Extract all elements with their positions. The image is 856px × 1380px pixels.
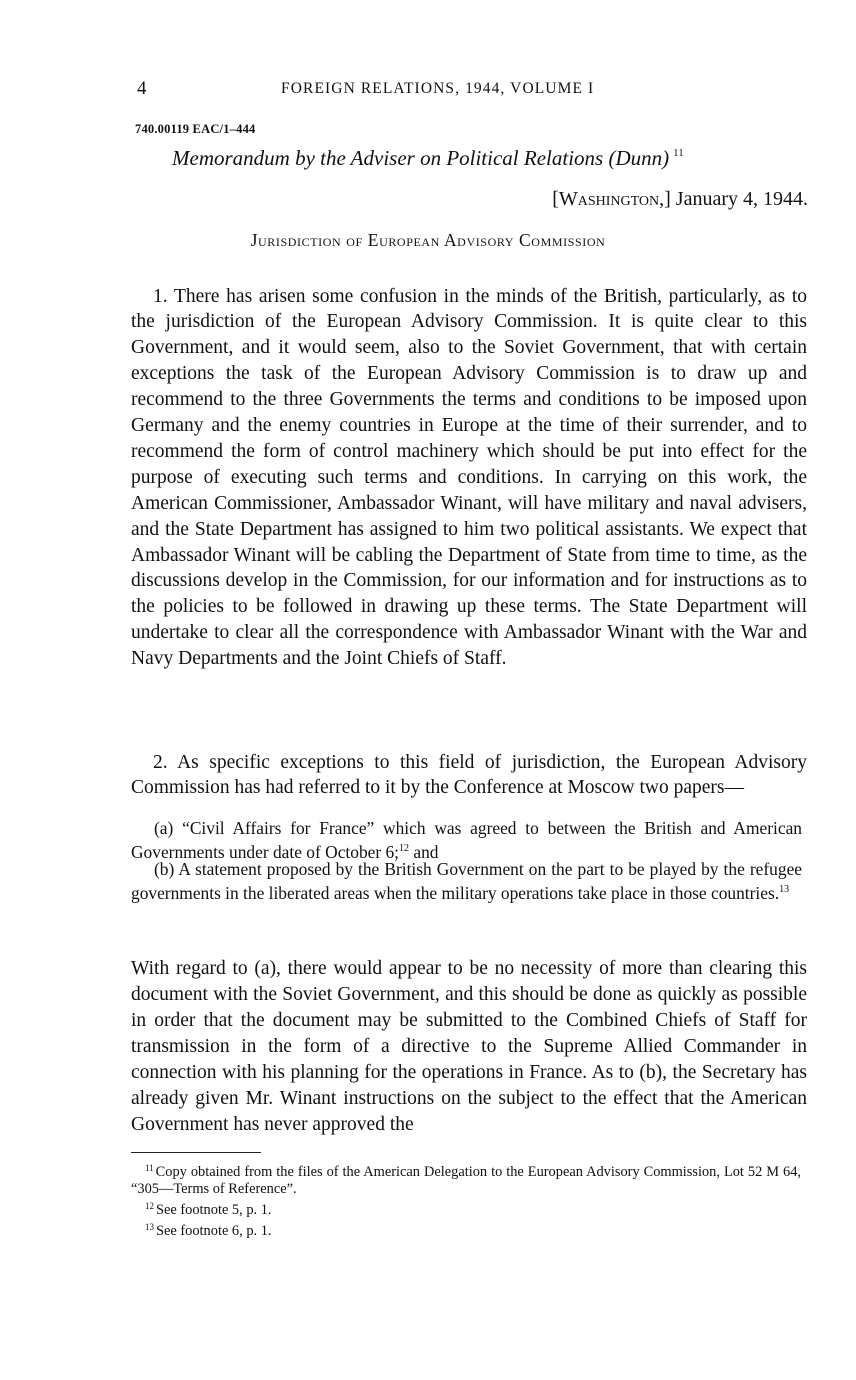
quote-a-tail: and: [413, 841, 439, 862]
quote-a-label: (a): [154, 818, 174, 838]
memo-title-text: Memorandum by the Adviser on Political Relations (Dunn): [172, 146, 670, 170]
footnote-text-13: See footnote 6, p. 1.: [156, 1223, 272, 1239]
footnote-divider: [131, 1152, 261, 1153]
footnote-mark-12: 12: [145, 1201, 154, 1211]
dateline: [552, 188, 808, 211]
footnote-text-11: Copy obtained from the files of the American Delegation to the European Advisory Commission, Lot 52 M 64, “305—Terms of Reference”.: [131, 1164, 801, 1197]
footnote-11: [131, 1160, 801, 1198]
memo-title: [172, 146, 684, 171]
footnote-ref-11: 11: [673, 147, 684, 159]
quoted-paper-b: [131, 859, 802, 903]
footnote-ref-13: 13: [779, 883, 790, 895]
paragraph-2: 2. As specific exceptions to this field of jurisdiction, the European Advisory Commission has had referred to it by the Conference at Moscow two papers—: [131, 751, 807, 799]
page-number: 4: [137, 78, 147, 99]
quoted-paper-a: [131, 818, 802, 862]
quote-a-text: “Civil Affairs for France” which was agreed to between the British and American Governments under date of October 6;: [131, 818, 802, 862]
running-head: [131, 78, 809, 102]
footnote-ref-12: 12: [399, 842, 410, 854]
footnote-13: [131, 1219, 801, 1240]
footnote-mark-11: 11: [145, 1163, 154, 1173]
dateline-date: January 4, 1944.: [675, 188, 808, 210]
footnote-text-12: See footnote 5, p. 1.: [156, 1202, 272, 1218]
quote-b-text: A statement proposed by the British Government on the part to be played by the refugee governments in the liberated areas when the military operations take place in those countries.: [131, 859, 803, 903]
paragraph-1: 1. There has arisen some confusion in the minds of the British, particularly, as to the jurisdiction of the European Advisory Commission. It is quite clear to this Government, and it would seem, also to the Soviet Government, that with certain exceptions the task of the European Advisory Commission is to draw up and recommend to the three Governments the terms and conditions to be imposed upon Germany and the enemy countries in Europe at the time of their surrender, and to recommend the form of control machinery which should be put into effect for the purpose of executing such terms and conditions. In carrying on this work, the American Commissioner, Ambassador Winant, will have military and naval advisers, and the State Department has assigned to him two political assistants. We expect that Ambassador Winant will be cabling the Department of State from time to time, as the discussions develop in the Commission, for our information and for instructions as to the policies to be followed in drawing up these terms. The State Department will undertake to clear all the correspondence with Ambassador Winant with the War and Navy Departments and the Joint Chiefs of Staff.: [131, 285, 807, 670]
paragraph-3: With regard to (a), there would appear to be no necessity of more than clearing this document with the Soviet Government, and this should be done as quickly as possible in order that the document may be submitted to the Combined Chiefs of Staff for transmission in the form of a directive to the Supreme Allied Commander in connection with his planning for the operations in France. As to (b), the Secretary has already given Mr. Winant instructions on the subject to the effect that the American Government has never approved the: [131, 957, 807, 1135]
dateline-place: [Washington,]: [552, 188, 671, 210]
section-title: Jurisdiction of European Advisory Commission: [250, 230, 606, 250]
footnote-12: [131, 1198, 801, 1219]
footnotes: [131, 1160, 801, 1240]
footnote-mark-13: 13: [145, 1222, 154, 1232]
file-reference: 740.00119 EAC/1–444: [135, 122, 256, 136]
quote-b-label: (b): [154, 859, 175, 879]
running-head-title: FOREIGN RELATIONS, 1944, VOLUME I: [281, 80, 595, 97]
